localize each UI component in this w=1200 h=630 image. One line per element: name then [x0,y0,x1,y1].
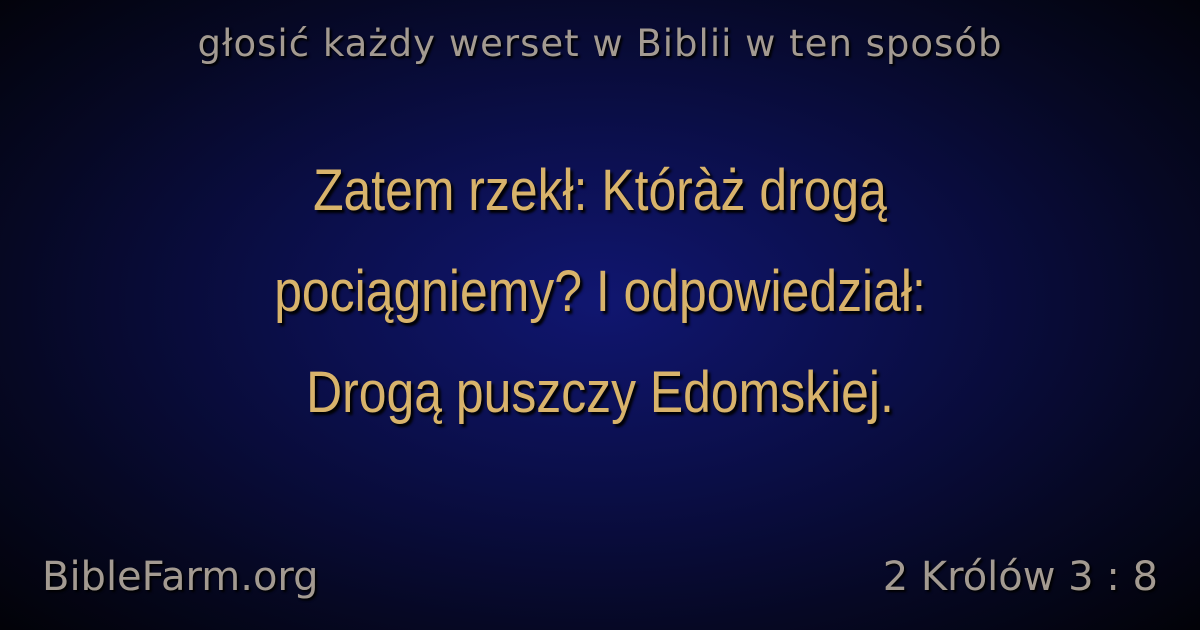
verse-line-1: Zatem rzekł: Któràż drogą [313,158,887,223]
site-name: BibleFarm.org [42,554,319,600]
verse-line-2: pociągniemy? I odpowiedział: [274,259,926,324]
tagline: głosić każdy werset w Biblii w ten sposób [197,22,1003,65]
verse-text [136,140,1065,443]
verse-reference: 2 Królów 3 : 8 [882,554,1158,600]
verse-line-3: Drogą puszczy Edomskiej. [306,360,894,425]
